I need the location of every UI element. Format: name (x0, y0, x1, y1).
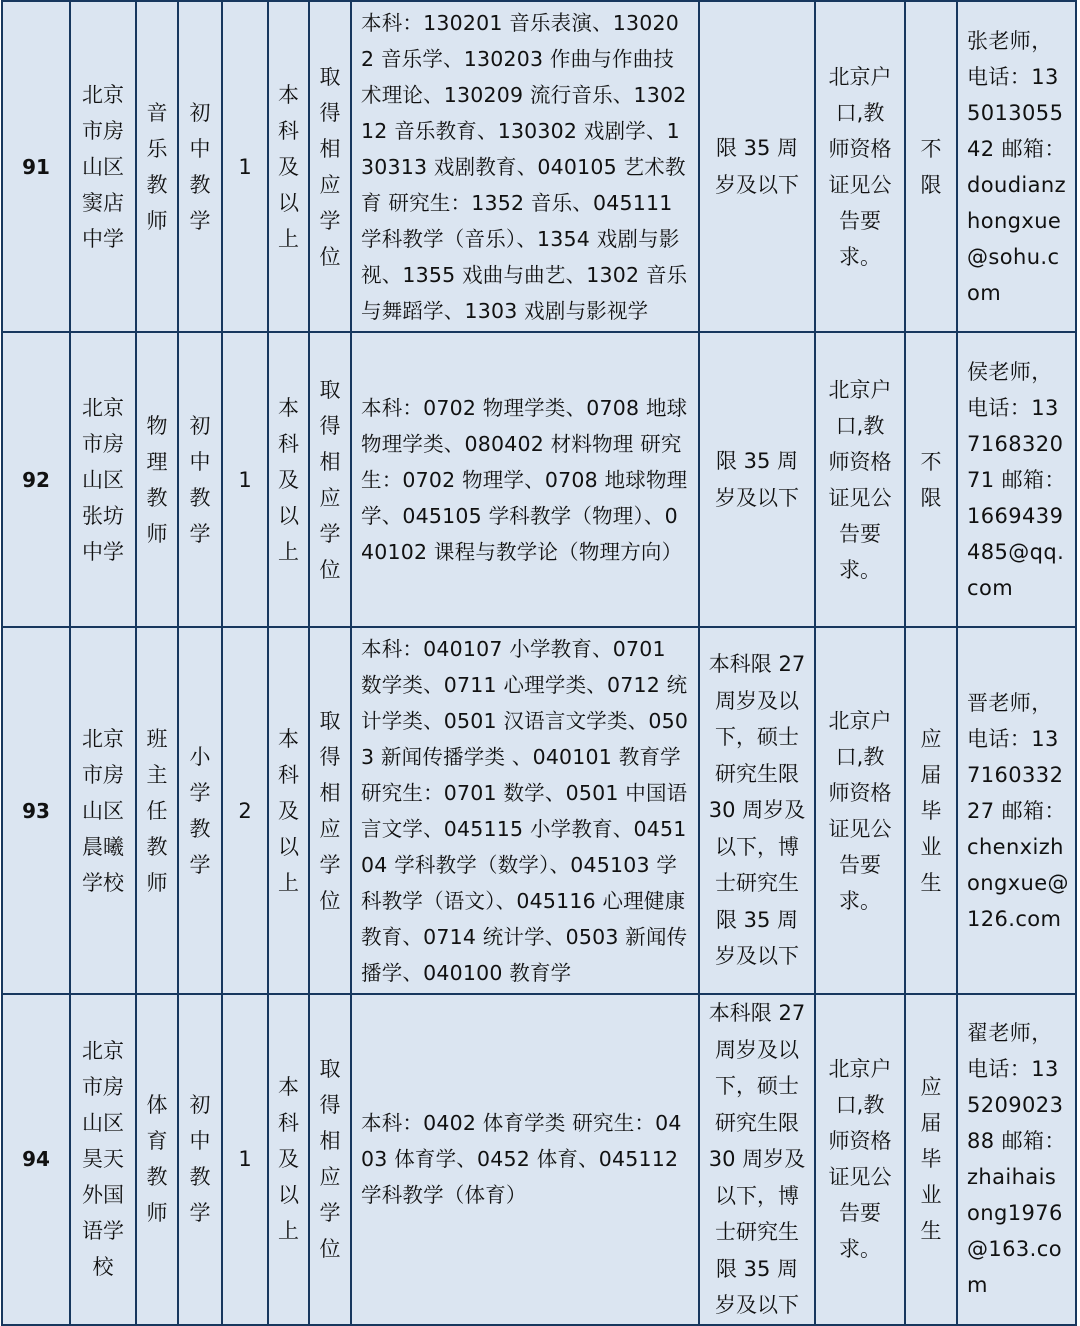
degree-requirement: 取得相应学位 (309, 627, 351, 994)
position-name: 班主任教师 (136, 627, 178, 994)
contact-info: 晋老师，电话：13716033227 邮箱：chenxizhongxue@126.com (957, 627, 1076, 994)
teaching-level: 初中教学 (178, 1, 222, 332)
age-requirement: 本科限 27 周岁及以下，硕士研究生限 30 周岁及以下，博士研究生限 35 周岁及以下 (699, 627, 815, 994)
position-name: 物理教师 (136, 332, 178, 627)
hiring-count: 1 (222, 1, 268, 332)
table-row (2, 627, 1076, 994)
other-requirement: 北京户口,教师资格证见公告要求。 (815, 1, 905, 332)
school-name: 北京市房山区窦店中学 (70, 1, 136, 332)
hiring-count: 1 (222, 332, 268, 627)
graduate-status: 应届毕业生 (905, 994, 957, 1325)
school-name: 北京市房山区昊天外国语学校 (70, 994, 136, 1325)
education-requirement: 本科及以上 (268, 994, 309, 1325)
graduate-status: 不限 (905, 332, 957, 627)
education-requirement: 本科及以上 (268, 1, 309, 332)
major-requirement: 本科：130201 音乐表演、130202 音乐学、130203 作曲与作曲技术理论、130209 流行音乐、130212 音乐教育、130302 戏剧学、130313 戏剧教育、040105 艺术教育 研究生：1352 音乐、045111 学科教学（音乐）、1354 戏剧与影视、1355 戏曲与曲艺、1302 音乐与舞蹈学、1303 戏剧与影视学 (351, 1, 699, 332)
other-requirement: 北京户口,教师资格证见公告要求。 (815, 332, 905, 627)
age-requirement: 本科限 27 周岁及以下，硕士研究生限 30 周岁及以下，博士研究生限 35 周岁及以下 (699, 994, 815, 1325)
table-row (2, 994, 1076, 1325)
position-name: 体育教师 (136, 994, 178, 1325)
row-number: 91 (2, 1, 70, 332)
graduate-status: 应届毕业生 (905, 627, 957, 994)
other-requirement: 北京户口,教师资格证见公告要求。 (815, 994, 905, 1325)
school-name: 北京市房山区张坊中学 (70, 332, 136, 627)
major-requirement: 本科：040107 小学教育、0701 数学类、0711 心理学类、0712 统计学类、0501 汉语言文学类、0503 新闻传播学类 、040101 教育学 研究生：0701 数学、0501 中国语言文学、045115 小学教育、045104 学科教学（数学）、045103 学科教学（语文）、045116 心理健康教育、0714 统计学、0503 新闻传播学、040100 教育学 (351, 627, 699, 994)
age-requirement: 限 35 周岁及以下 (699, 1, 815, 332)
major-requirement: 本科：0702 物理学类、0708 地球物理学类、080402 材料物理 研究生：0702 物理学、0708 地球物理学、045105 学科教学（物理）、040102 课程与教学论（物理方向） (351, 332, 699, 627)
hiring-count: 1 (222, 994, 268, 1325)
row-number: 94 (2, 994, 70, 1325)
education-requirement: 本科及以上 (268, 627, 309, 994)
age-requirement: 限 35 周岁及以下 (699, 332, 815, 627)
teaching-level: 初中教学 (178, 332, 222, 627)
recruitment-table (1, 0, 1077, 1326)
school-name: 北京市房山区晨曦学校 (70, 627, 136, 994)
row-number: 92 (2, 332, 70, 627)
row-number: 93 (2, 627, 70, 994)
hiring-count: 2 (222, 627, 268, 994)
other-requirement: 北京户口,教师资格证见公告要求。 (815, 627, 905, 994)
degree-requirement: 取得相应学位 (309, 332, 351, 627)
position-name: 音乐教师 (136, 1, 178, 332)
teaching-level: 初中教学 (178, 994, 222, 1325)
table-row (2, 1, 1076, 332)
major-requirement: 本科：0402 体育学类 研究生：0403 体育学、0452 体育、045112 学科教学（体育） (351, 994, 699, 1325)
table-row (2, 332, 1076, 627)
graduate-status: 不限 (905, 1, 957, 332)
teaching-level: 小学教学 (178, 627, 222, 994)
education-requirement: 本科及以上 (268, 332, 309, 627)
contact-info: 张老师，电话：13501305542 邮箱：doudianzhongxue@sohu.com (957, 1, 1076, 332)
contact-info: 翟老师，电话：13520902388 邮箱：zhaihaisong1976@163.com (957, 994, 1076, 1325)
degree-requirement: 取得相应学位 (309, 1, 351, 332)
degree-requirement: 取得相应学位 (309, 994, 351, 1325)
contact-info: 侯老师，电话：13716832071 邮箱：1669439485@qq.com (957, 332, 1076, 627)
